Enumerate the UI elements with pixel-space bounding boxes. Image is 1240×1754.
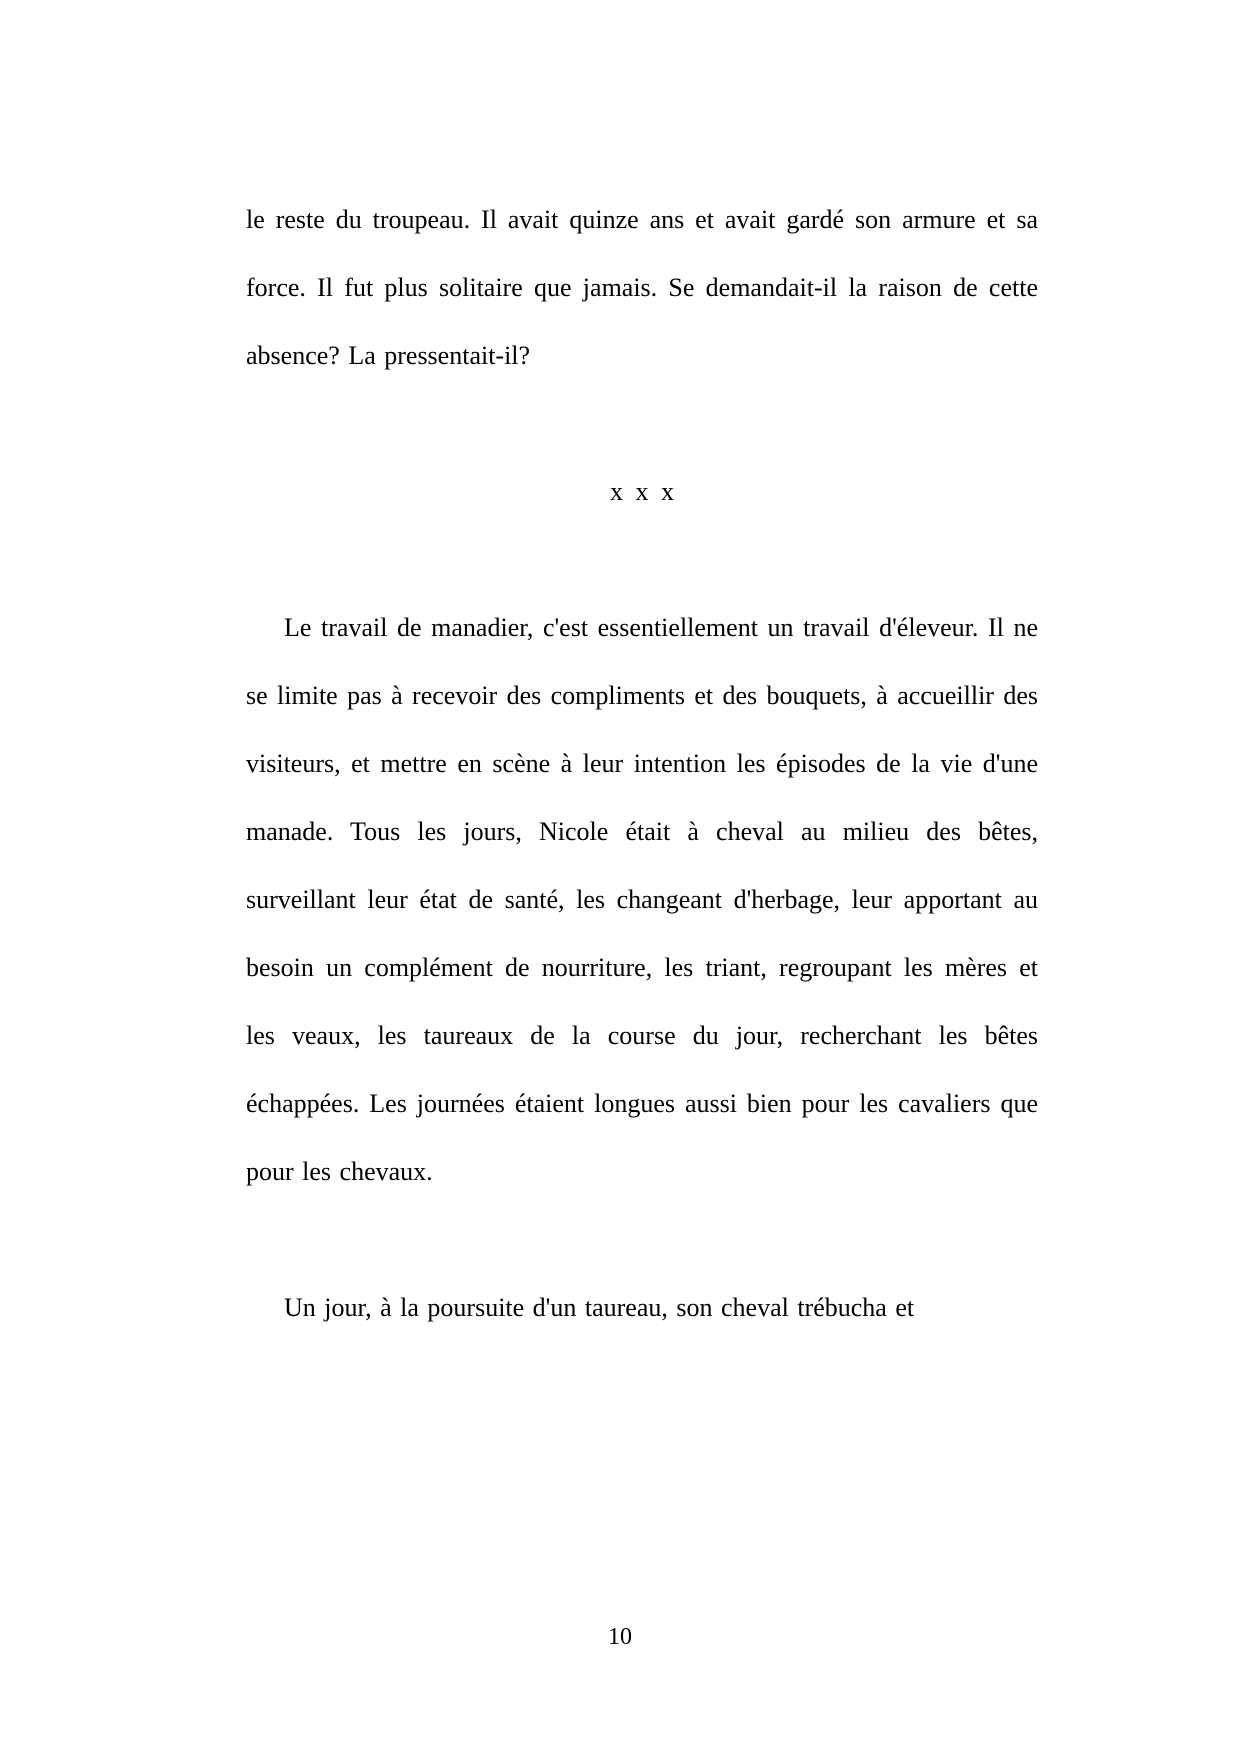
page-number: 10 <box>608 1624 632 1650</box>
paragraph-un-jour: Un jour, à la poursuite d'un taureau, son cheval trébucha et <box>284 1293 915 1322</box>
paragraph-continuation: le reste du troupeau. Il avait quinze ans et avait gardé son armure et sa force. Il fut plus solitaire que jamais. Se demandait-il la raison de cette absence? La pressentait-il? <box>246 205 1038 370</box>
section-separator: x x x <box>610 477 674 506</box>
text-block <box>246 186 1038 1342</box>
paragraph-manadier: Le travail de manadier, c'est essentiellement un travail d'éleveur. Il ne se limite pas à recevoir des compliments et des bouquets, à accueillir des visiteurs, et mettre en scène à leur intention les épisodes de la vie d'une manade. Tous les jours, Nicole était à cheval au milieu des bêtes, surveillant leur état de santé, les changeant d'herbage, leur apportant au besoin un complément de nourriture, les triant, regroupant les mères et les veaux, les taureaux de la course du jour, recherchant les bêtes échappées. Les journées étaient longues aussi bien pour les cavaliers que pour les chevaux. <box>246 613 1038 1186</box>
